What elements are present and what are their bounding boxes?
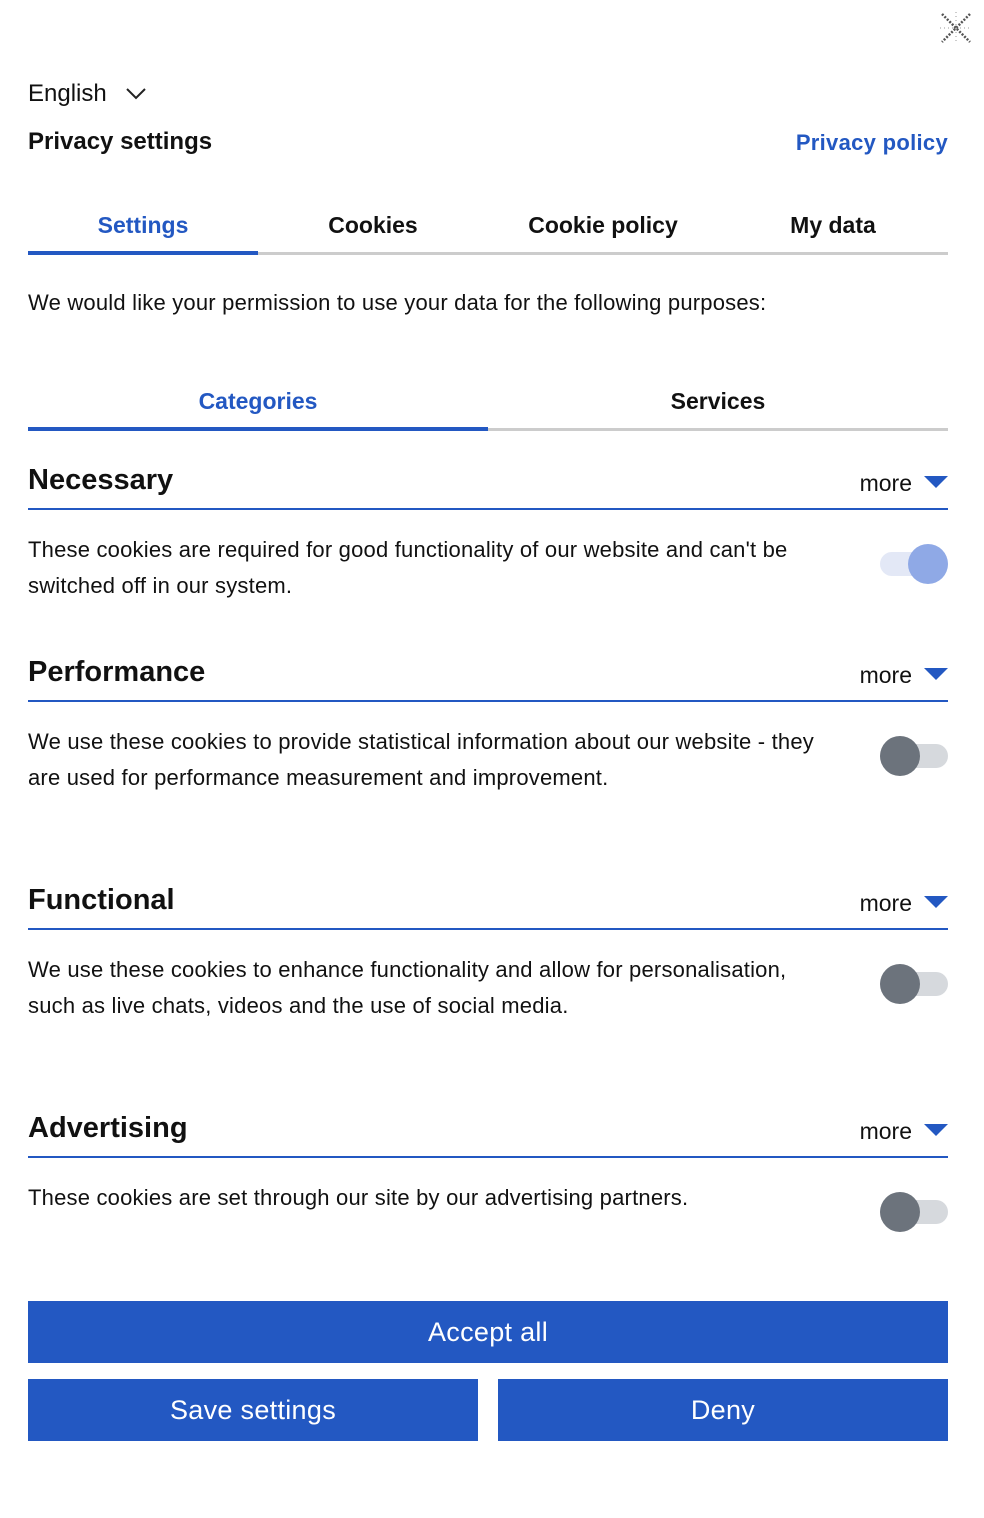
- advertising-toggle[interactable]: [880, 1192, 948, 1232]
- category-description: These cookies are required for good functionality of our website and can't be switched off in our system.: [28, 537, 788, 598]
- close-button[interactable]: [938, 10, 974, 46]
- tab-cookies[interactable]: Cookies: [328, 212, 418, 238]
- more-label: more: [859, 1118, 912, 1144]
- functional-toggle[interactable]: [880, 964, 948, 1004]
- chevron-down-icon: [125, 87, 147, 101]
- more-label: more: [859, 662, 912, 688]
- tab-my-data[interactable]: My data: [790, 212, 876, 238]
- more-label: more: [859, 470, 912, 496]
- category-header: [28, 884, 948, 930]
- category-description: These cookies are set through our site by our advertising partners.: [28, 1185, 689, 1210]
- more-label: more: [859, 890, 912, 916]
- category-functional: [28, 884, 948, 1024]
- main-tabs: [28, 200, 948, 255]
- category-title: Necessary: [28, 464, 174, 496]
- category-description: We use these cookies to provide statistical information about our website - they are used for performance measurement and improvement.: [28, 729, 814, 790]
- category-header: [28, 656, 948, 702]
- triangle-down-icon: [924, 668, 948, 680]
- category-header: [28, 464, 948, 510]
- intro-text: We would like your permission to use your data for the following purposes:: [28, 290, 767, 315]
- privacy-policy-link[interactable]: Privacy policy: [795, 130, 948, 155]
- triangle-down-icon: [924, 1124, 948, 1136]
- tab-settings[interactable]: Settings: [28, 200, 258, 252]
- performance-toggle[interactable]: [880, 736, 948, 776]
- sub-tabs: [28, 376, 948, 431]
- deny-button[interactable]: Deny: [498, 1379, 948, 1441]
- triangle-down-icon: [924, 476, 948, 488]
- tab-services[interactable]: Services: [670, 388, 766, 414]
- category-title: Performance: [28, 656, 206, 688]
- category-title: Advertising: [28, 1112, 188, 1144]
- save-settings-button[interactable]: Save settings: [28, 1379, 478, 1441]
- accept-all-button[interactable]: Accept all: [28, 1301, 948, 1363]
- category-necessary: [28, 464, 948, 604]
- category-performance: [28, 656, 948, 796]
- category-title: Functional: [28, 884, 175, 916]
- more-toggle[interactable]: [860, 662, 948, 689]
- more-toggle[interactable]: [860, 470, 948, 497]
- triangle-down-icon: [924, 896, 948, 908]
- tab-categories[interactable]: Categories: [28, 376, 488, 428]
- category-header: [28, 1112, 948, 1158]
- necessary-toggle[interactable]: [880, 544, 948, 584]
- page-title: Privacy settings: [28, 128, 213, 155]
- category-advertising: [28, 1112, 948, 1232]
- tab-cookie-policy[interactable]: Cookie policy: [528, 212, 678, 238]
- more-toggle[interactable]: [860, 1118, 948, 1145]
- close-x-icon: [938, 10, 974, 46]
- language-label: English: [28, 80, 107, 107]
- more-toggle[interactable]: [860, 890, 948, 917]
- language-select[interactable]: [28, 80, 147, 108]
- category-description: We use these cookies to enhance functionality and allow for personalisation, such as live chats, videos and the use of social media.: [28, 957, 787, 1018]
